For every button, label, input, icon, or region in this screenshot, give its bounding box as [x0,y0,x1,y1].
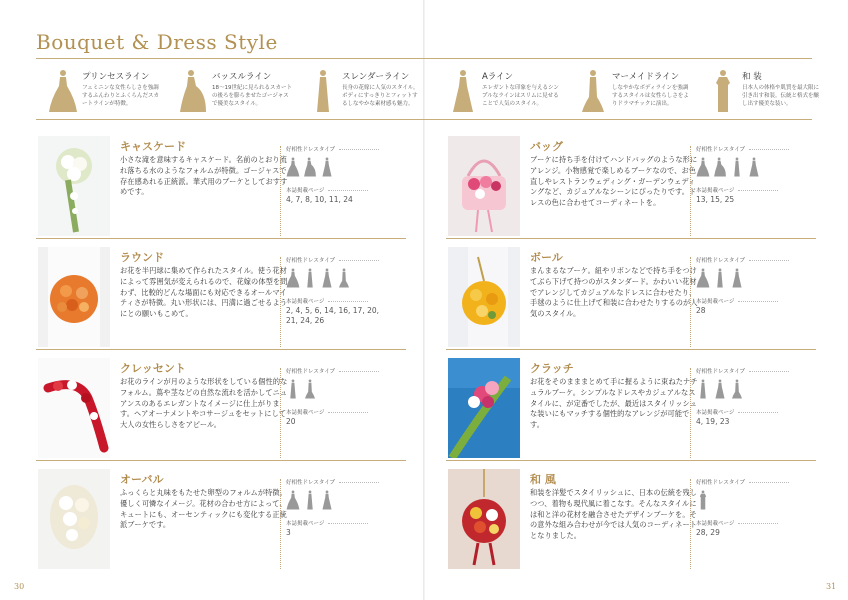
bouquet-info [280,479,406,569]
page-refs: 28 [696,306,706,315]
princess-dress-icon [286,157,300,177]
compatible-label: 好相性ドレスタイプ [286,479,406,487]
bouquet-card-japanese [448,469,813,569]
dress-type-princess [36,59,164,119]
dress-type-name: スレンダーライン [342,72,410,82]
divider [446,460,816,461]
princess-dress-icon [286,490,300,510]
divider [36,238,406,239]
pages-label: 本誌掲載ページ [286,187,406,195]
bouquet-desc: ふっくらと丸味をもたせた卵型のフォルムが特徴。優しく可憐なイメージ。花材の合わせ方によって、キュートにも、オーセンティックにも変化する正統派ブーケです。 [120,488,287,530]
bouquet-photo [448,469,520,569]
bouquet-desc: まんまるなブーケ。紐やリボンなどで持ち手をつけてぶら下げて持つのがスタンダード。かわいい花材でアレンジしてカジュアルなドレスに合わせたり、手毬のように仕上げて和装に合わせたりするのが人気のスタイル。 [530,266,698,319]
bouquet-photo [38,247,110,347]
page-refs: 4, 19, 23 [696,417,730,426]
dress-type-name: Aライン [482,72,514,82]
bouquet-card-clutch [448,358,813,458]
page-refs: 2, 4, 5, 6, 14, 16, 17, 20, 21, 24, 26 [286,306,380,325]
divider [36,349,406,350]
pages-label: 本誌掲載ページ [696,520,816,528]
compatible-label: 好相性ドレスタイプ [286,146,406,154]
page-refs: 13, 15, 25 [696,195,735,204]
compatible-dress-icons [286,490,406,514]
slender-dress-icon [696,379,710,399]
pages-label: 本誌掲載ページ [696,187,816,195]
a-line-dress-icon [320,157,334,177]
pages-label: 本誌掲載ページ [286,298,406,306]
bouquet-info [280,368,406,458]
page-refs: 4, 7, 8, 10, 11, 24 [286,195,353,204]
compatible-dress-icons [286,157,406,181]
bustle-dress-icon [713,157,727,177]
pages-label: 本誌掲載ページ [286,409,406,417]
bouquet-photo [38,358,110,458]
mermaid-dress-icon [730,379,744,399]
dress-type-desc: 18〜19世紀に見られるスカートの後ろを膨らませたゴージャスで優美なスタイル。 [212,85,292,107]
slender-dress-icon [286,379,300,399]
bouquet-card-bag [448,136,813,236]
a-line-dress-icon [713,379,727,399]
a-line-dress-icon [747,157,761,177]
dress-type-wasou [696,59,824,119]
bouquet-info [280,146,406,236]
dress-type-slender [296,59,424,119]
divider [446,238,816,239]
bouquet-name: 和 風 [530,473,556,486]
slender-dress-icon [730,157,744,177]
dress-type-desc: エレガントな印象を与えるシンプルなラインはスリムに見せることで人気のスタイル。 [482,85,559,107]
slender-dress-icon [303,268,317,288]
kimono-icon [696,490,710,510]
dress-type-desc: 長身の花嫁に人気のスタイル。ボディにすっきりとフィットするしなやかな素材感も魅力。 [342,85,419,107]
dress-type-desc: 日本人の体格や肌質を最大限に引き出す和装。伝統と格式を醸し出す優美な装い。 [742,85,820,107]
compatible-dress-icons [286,379,406,403]
bouquet-desc: 和装を洋髪でスタイリッシュに、日本の伝統を残しつつ、着物も現代風に着こなす。そんなスタイルには和と洋の花材を融合させたデザインブーケを。その意外な組み合わせが今では人気のコーディネートとなりました。 [530,488,698,541]
bouquet-name: ラウンド [120,251,164,264]
compatible-dress-icons [696,490,816,514]
dress-type-name: 和 装 [742,72,762,82]
pages-label: 本誌掲載ページ [696,409,816,417]
bouquet-card-oval [38,469,403,569]
dress-type-legend [36,58,820,120]
bustle-dress-icon [178,69,208,113]
kimono-icon [708,69,738,113]
compatible-label: 好相性ドレスタイプ [286,257,406,265]
a-line-dress-icon [320,268,334,288]
bouquet-name: バッグ [530,140,563,153]
compatible-label: 好相性ドレスタイプ [696,257,816,265]
pages-label: 本誌掲載ページ [286,520,406,528]
a-line-dress-icon [448,69,478,113]
page-number-left: 30 [14,582,25,591]
dress-type-a-line [436,59,564,119]
bouquet-card-cascade [38,136,403,236]
dress-type-name: プリンセスライン [82,72,150,82]
compatible-label: 好相性ドレスタイプ [696,146,816,154]
a-line-dress-icon [730,268,744,288]
page-refs: 3 [286,528,291,537]
bouquet-info [280,257,406,347]
bouquet-name: オーバル [120,473,164,486]
bouquet-desc: お花をそのまままとめて手に握るように束ねたナチュラルブーケ。シンプルなドレスやカジュアルなスタイルに、が定番でしたが、最近はスタイリッシュな装いにもマッチする個性的なアレンジが可能です。 [530,377,698,430]
bouquet-photo [448,247,520,347]
bouquet-name: ボール [530,251,563,264]
compatible-dress-icons [696,379,816,403]
princess-dress-icon [696,157,710,177]
dress-type-desc: フェミニンな女性らしさを強調するふんわりとふくらんだスカートラインが特徴。 [82,85,160,107]
bouquet-name: キャスケード [120,140,186,153]
slender-dress-icon [713,268,727,288]
compatible-label: 好相性ドレスタイプ [696,368,816,376]
dress-type-desc: しなやかなボディラインを強調するスタイルは女性らしさをよりドラマチックに演出。 [612,85,689,107]
divider [36,460,406,461]
a-line-dress-icon [320,490,334,510]
dress-type-mermaid [566,59,694,119]
bouquet-info [690,257,816,347]
bouquet-name: クラッチ [530,362,574,375]
bouquet-info [690,146,816,236]
dress-type-name: バッスルライン [212,72,272,82]
compatible-label: 好相性ドレスタイプ [696,479,816,487]
dress-type-name: マーメイドライン [612,72,680,82]
bustle-dress-icon [303,157,317,177]
bouquet-card-round [38,247,403,347]
bouquet-card-crescent [38,358,403,458]
dress-type-bustle [166,59,294,119]
bouquet-info [690,479,816,569]
page-number-right: 31 [826,582,837,591]
bouquet-desc: お花のラインが月のような形状をしている個性的なフォルム。蔦や茎などの自然な流れを活かしてニュアンスのあるエレガントなイメージに仕上がります。ヘアオーナメントやコサージュをセットにして大人の女性らしさをアピール。 [120,377,288,430]
page-refs: 20 [286,417,296,426]
bouquet-card-ball [448,247,813,347]
page-title: Bouquet & Dress Style [36,30,278,54]
bouquet-desc: ブーケに持ち手を付けてハンドバッグのような形にアレンジ。小物感覚で楽しめるブーケなので、お色直しやレストランウェディング・ガーデンウェディングなど、カジュアルなシーンにぴったりです。ドレスの色に合わせてコーディネートを。 [530,155,698,208]
bouquet-photo [448,358,520,458]
page-refs: 28, 29 [696,528,720,537]
bouquet-photo [38,469,110,569]
mermaid-dress-icon [337,268,351,288]
slender-dress-icon [308,69,338,113]
slender-dress-icon [303,490,317,510]
bouquet-photo [38,136,110,236]
bouquet-desc: 小さな滝を意味するキャスケード。名前のとおり流れ落ちる水のようなフォルムが特徴。ゴージャスで存在感あれる正統派。華式用のブーケとしておすすめです。 [120,155,288,197]
princess-dress-icon [696,268,710,288]
divider [446,349,816,350]
compatible-dress-icons [696,268,816,292]
bouquet-desc: お花を半円球に集めて作られたスタイル。使う花材によって雰囲気が変えられるので、花嫁の体型を問わず、比較的どんな場面にも対応できるオールマイティさが特徴。丸い形状には、円満に過ごせるようにとの願いもこめて。 [120,266,288,319]
princess-dress-icon [286,268,300,288]
bouquet-photo [448,136,520,236]
mermaid-dress-icon [303,379,317,399]
mermaid-dress-icon [578,69,608,113]
bouquet-info [690,368,816,458]
princess-dress-icon [48,69,78,113]
pages-label: 本誌掲載ページ [696,298,816,306]
compatible-dress-icons [696,157,816,181]
bouquet-name: クレッセント [120,362,186,375]
compatible-dress-icons [286,268,406,292]
compatible-label: 好相性ドレスタイプ [286,368,406,376]
